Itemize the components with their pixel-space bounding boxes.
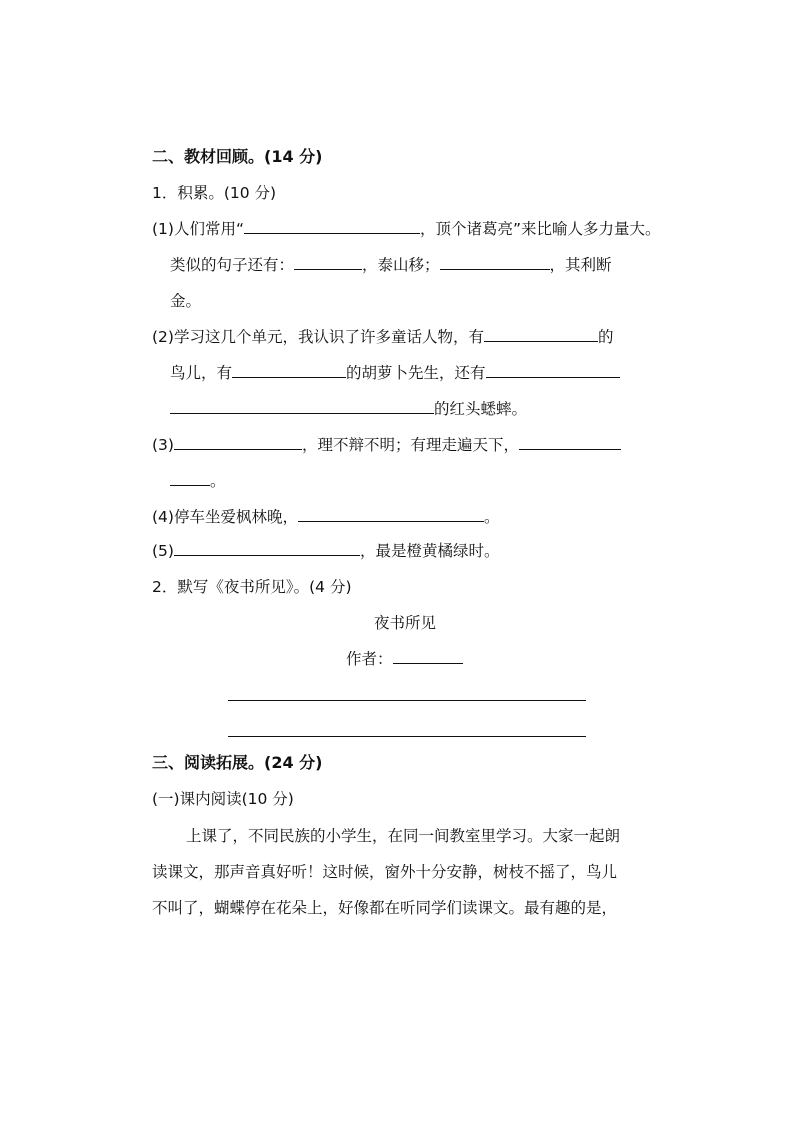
answer-blank-9[interactable] — [519, 435, 621, 450]
question-2-title: 2．默写《夜书所见》。(4 分) — [152, 578, 352, 596]
item-2-prefix: (2)学习这几个单元，我认识了许多童话人物，有 — [152, 328, 484, 346]
item-2-line-a — [152, 327, 613, 347]
section-heading-review: 二、教材回顾。(14 分) — [152, 147, 323, 166]
item-2-b-mid: 的胡萝卜先生，还有 — [346, 364, 486, 382]
poem-title: 夜书所见 — [374, 614, 437, 632]
passage-line-1: 上课了，不同民族的小学生，在同一间教室里学习。大家一起朗 — [186, 827, 621, 845]
answer-blank-7[interactable] — [170, 399, 434, 414]
answer-blank-1[interactable] — [244, 219, 420, 234]
item-2-suffix: 的 — [597, 328, 614, 346]
poem-answer-line-2[interactable] — [228, 736, 586, 737]
answer-blank-4[interactable] — [484, 327, 598, 342]
item-2-line-b — [170, 363, 620, 383]
item-3-line-b — [170, 471, 226, 491]
answer-blank-11[interactable] — [298, 507, 484, 522]
item-4-suffix: 。 — [483, 508, 500, 526]
item-1-prefix: (1)人们常用“ — [152, 220, 244, 238]
answer-blank-2[interactable] — [294, 255, 362, 270]
answer-blank-6[interactable] — [486, 363, 620, 378]
item-5-suffix: ，最是橙黄橘绿时。 — [359, 542, 500, 560]
item-1-b-prefix: 类似的句子还有： — [170, 256, 295, 274]
answer-blank-10[interactable] — [170, 471, 210, 486]
item-4-prefix: (4)停车坐爱枫林晚， — [152, 508, 298, 526]
poem-author-line — [346, 649, 463, 669]
passage-line-2: 读课文，那声音真好听！这时候，窗外十分安静，树枝不摇了，鸟儿 — [152, 863, 618, 881]
item-1-line-b — [170, 255, 612, 275]
question-1-title: 1．积累。(10 分) — [152, 184, 277, 202]
item-1-suffix: ，顶个诸葛亮”来比喻人多力量大。 — [420, 220, 661, 238]
item-2-line-c — [170, 399, 527, 419]
author-blank[interactable] — [393, 649, 463, 664]
answer-blank-12[interactable] — [174, 541, 360, 556]
item-1-line-a — [152, 219, 661, 239]
poem-answer-line-1[interactable] — [228, 700, 586, 701]
item-2-b-prefix: 鸟儿，有 — [170, 364, 233, 382]
item-5-prefix: (5) — [152, 542, 174, 560]
answer-blank-5[interactable] — [232, 363, 346, 378]
item-2-c-suffix: 的红头蟋蟀。 — [434, 400, 528, 418]
reading-part-1-title: (一)课内阅读(10 分) — [152, 790, 294, 808]
item-1-b-suffix: ，其利断 — [549, 256, 612, 274]
passage-line-3: 不叫了，蝴蝶停在花朵上，好像都在听同学们读课文。最有趣的是， — [152, 899, 618, 917]
item-3-line-a — [152, 435, 621, 455]
item-3-mid: ，理不辩不明；有理走遍天下， — [301, 436, 519, 454]
item-1-b-mid: ，泰山移； — [362, 256, 440, 274]
item-4-line — [152, 507, 499, 527]
item-1-line-c: 金。 — [170, 292, 202, 310]
author-label: 作者： — [346, 650, 393, 668]
answer-blank-3[interactable] — [440, 255, 550, 270]
section-heading-reading: 三、阅读拓展。(24 分) — [152, 753, 323, 772]
item-3-prefix: (3) — [152, 436, 174, 454]
item-3-b-suffix: 。 — [210, 472, 226, 490]
answer-blank-8[interactable] — [174, 435, 302, 450]
item-5-line — [152, 541, 499, 561]
